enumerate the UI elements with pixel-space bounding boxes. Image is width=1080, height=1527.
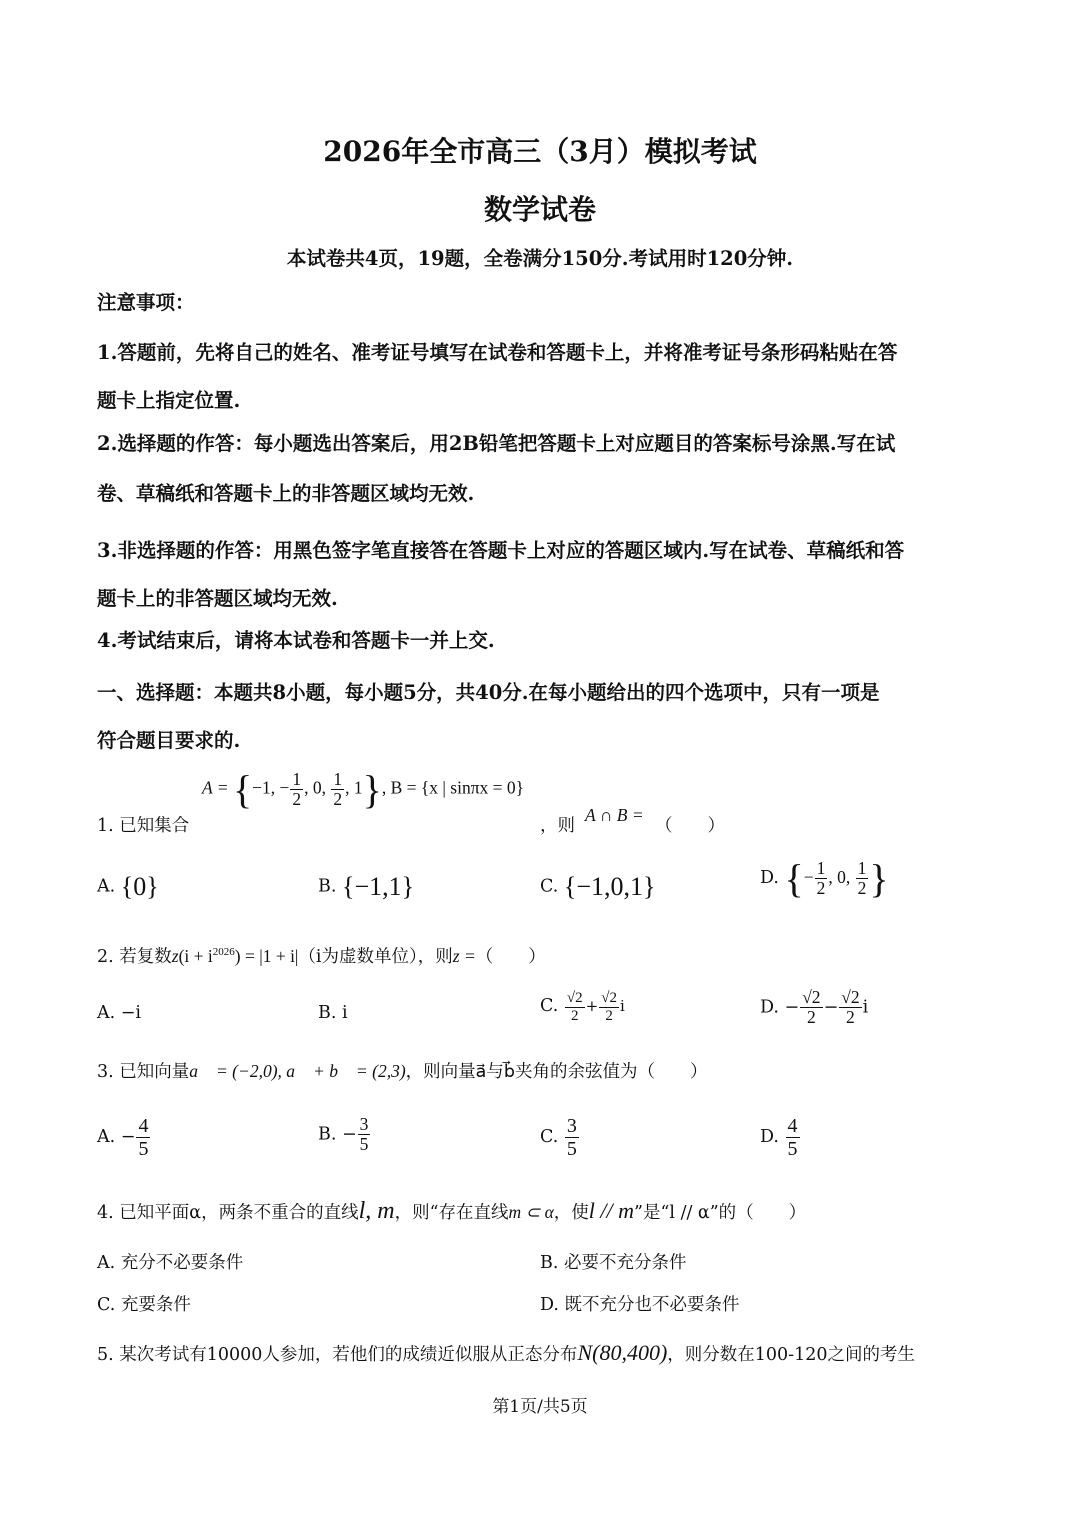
q3-stem: 3. 已知向量a⃗ = (−2,0), a⃗ + b⃗ = (2,3)，则向量a⃗与b⃗夹角的余弦值为（ ） xyxy=(97,1061,708,1082)
q2-option-c: C. $\frac{√2}{2}$ + $\frac{√2}{2}$ i xyxy=(540,990,625,1024)
q1-formula: A = {−1, − $\frac{1}{2}$ , 0, $\frac{1}{2}$ , 1}, B = {x | sinπx = 0} xyxy=(202,767,525,812)
exam-info: 本试卷共4页，19题，全卷满分150分.考试用时120分钟. xyxy=(286,247,794,270)
note-line: 1.答题前，先将自己的姓名、准考证号填写在试卷和答题卡上，并将准考证号条形码粘贴在答 xyxy=(97,341,898,364)
fraction: $\frac{1}{2}$ xyxy=(292,768,302,809)
q1-stem: 1. 已知集合 xyxy=(97,816,190,836)
q2-stem: 2. 若复数$z(i + i^{2026}) = |1 + i|(i$为虚数单位），则z =（ ） xyxy=(97,946,546,967)
q4-stem: 4. 已知平面α，两条不重合的直线l, m，则“存在直线m ⊂ α，使l // m”是“l // α”的（ ） xyxy=(97,1198,807,1224)
exam-title: 2026年全市高三（3月）模拟考试 xyxy=(323,135,757,168)
q4-option-b: B. 必要不充分条件 xyxy=(540,1253,687,1273)
q1-option-d: D. {− $\frac{1}{2}$ , 0, $\frac{1}{2}$ } xyxy=(760,856,889,901)
q4-option-c: C. 充要条件 xyxy=(97,1295,191,1315)
q1-set-b: , B = {x | sinπx = 0} xyxy=(381,777,525,798)
note-line: 2.选择题的作答：每小题选出答案后，用2B铅笔把答题卡上对应题目的答案标号涂黑.写在试 xyxy=(97,432,896,455)
q2-option-a: A. −i xyxy=(97,1003,142,1023)
q4-option-d: D. 既不充分也不必要条件 xyxy=(540,1295,740,1315)
q1-option-c: C. {−1,0,1} xyxy=(540,872,656,901)
q4-option-a: A. 充分不必要条件 xyxy=(97,1253,244,1273)
answer-paren: （ ） xyxy=(655,816,725,836)
section-heading: 一、选择题：本题共8小题，每小题5分，共40分.在每小题给出的四个选项中，只有一项是 xyxy=(97,681,880,704)
section-heading-cont: 符合题目要求的. xyxy=(97,729,241,752)
exam-subtitle: 数学试卷 xyxy=(483,193,596,226)
q2-option-d: D. − $\frac{√2}{2}$ − $\frac{√2}{2}$ i xyxy=(760,987,869,1028)
q2-option-b: B. i xyxy=(318,1003,348,1023)
q3-option-a: A. − $\frac{4}{5}$ xyxy=(97,1115,149,1160)
q1-ask: A ∩ B = xyxy=(585,805,644,825)
q1-term: , 1 xyxy=(345,777,363,798)
q3-option-b: B. − $\frac{3}{5}$ xyxy=(318,1114,369,1155)
note-line: 题卡上指定位置. xyxy=(97,389,241,412)
q1-option-a: A. {0} xyxy=(97,872,159,901)
q3-option-c: C. $\frac{3}{5}$ xyxy=(540,1115,577,1160)
fraction: $\frac{1}{2}$ xyxy=(333,768,343,809)
note-line: 卷、草稿纸和答题卡上的非答题区域均无效. xyxy=(97,482,475,505)
q1-then: ，则 xyxy=(540,816,575,836)
note-line: 3.非选择题的作答：用黑色签字笔直接答在答题卡上对应的答题区域内.写在试卷、草稿纸和答 xyxy=(97,539,905,562)
notes-heading: 注意事项： xyxy=(97,291,195,314)
q5-stem: 5. 某次考试有10000人参加，若他们的成绩近似服从正态分布N(80,400)，则分数在100-120之间的考生 xyxy=(97,1340,915,1365)
q3-option-d: D. $\frac{4}{5}$ xyxy=(760,1115,798,1160)
q1-term: −1, − xyxy=(252,777,290,798)
note-line: 题卡上的非答题区域均无效. xyxy=(97,587,338,610)
q1-option-b: B. {−1,1} xyxy=(318,872,415,901)
q1-term: , 0, xyxy=(304,777,331,798)
page-footer: 第1页/共5页 xyxy=(492,1397,588,1417)
q1-set-a-label: A = xyxy=(202,777,233,798)
note-line: 4.考试结束后，请将本试卷和答题卡一并上交. xyxy=(97,629,495,652)
